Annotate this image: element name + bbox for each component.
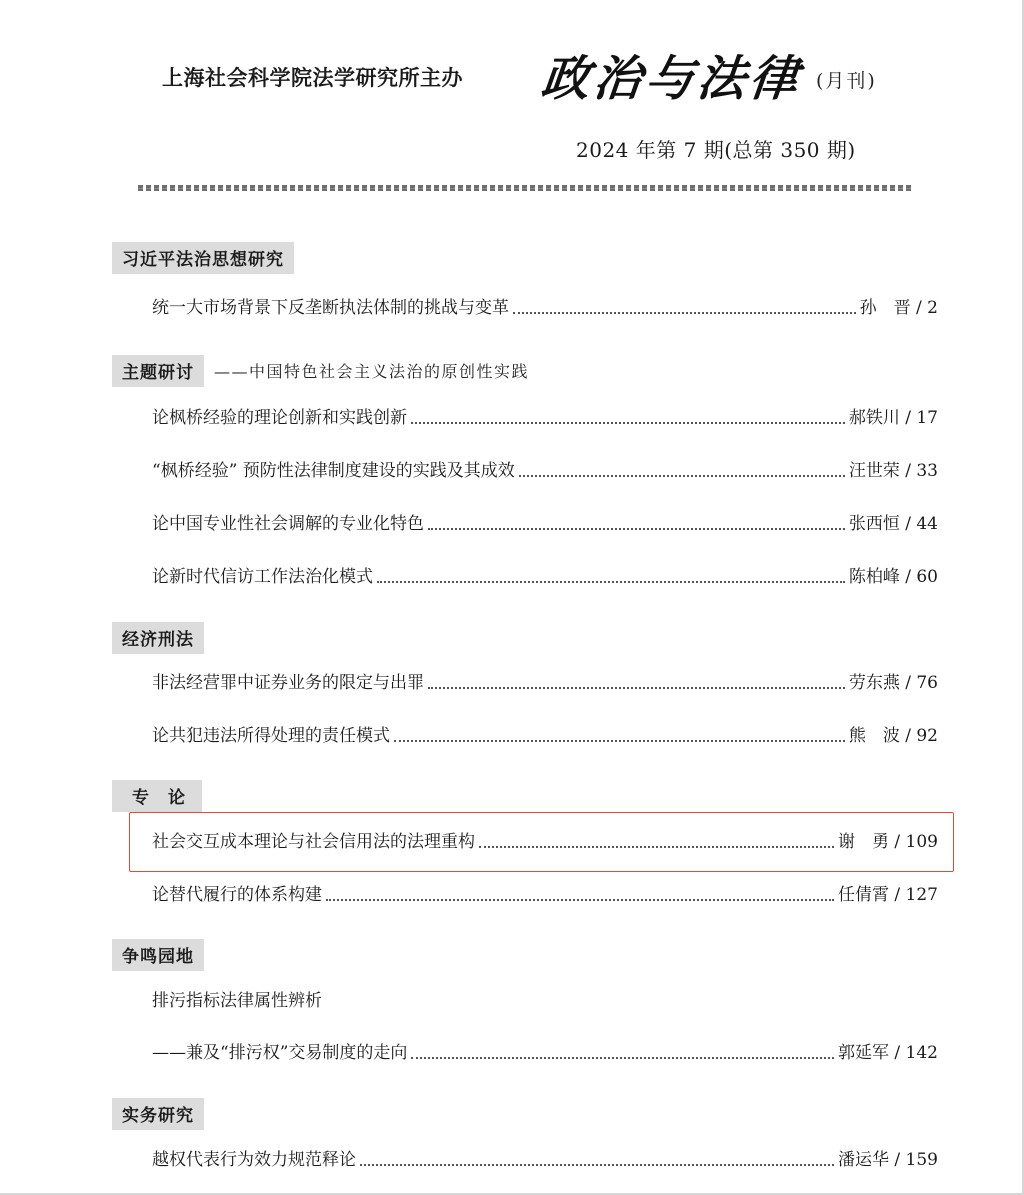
toc-entry[interactable] <box>152 880 938 908</box>
entry-page: / 44 <box>905 514 938 534</box>
dot-leader <box>411 1056 834 1059</box>
section-subtitle: ——中国特色社会主义法治的原创性实践 <box>214 362 530 381</box>
entry-author: 孙 晋 <box>859 298 911 318</box>
entry-author: 汪世荣 <box>848 461 900 481</box>
dot-leader <box>360 1163 834 1166</box>
toc-entry[interactable] <box>152 509 938 537</box>
dot-leader <box>326 898 834 901</box>
entry-page: / 60 <box>905 567 938 587</box>
entry-title: 社会交互成本理论与社会信用法的法理重构 <box>152 832 475 852</box>
toc-entry-highlighted[interactable] <box>152 827 938 855</box>
toc-entry[interactable] <box>152 1038 938 1066</box>
entry-title: 越权代表行为效力规范释论 <box>152 1150 356 1170</box>
entry-page: / 159 <box>894 1150 938 1170</box>
section-tag-xi-jinping-rule-of-law: 习近平法治思想研究 <box>112 242 294 274</box>
header-divider <box>138 185 912 191</box>
entry-author: 任倩霄 <box>838 885 889 905</box>
toc-entry[interactable] <box>152 293 938 321</box>
dot-leader <box>519 474 845 477</box>
entry-subtitle: ——兼及“排污权”交易制度的走向 <box>152 1043 408 1063</box>
toc-entry-title-line[interactable] <box>152 986 938 1014</box>
section-tag-theme-discussion: 主题研讨 <box>112 355 204 387</box>
entry-author: 陈柏峰 <box>848 567 900 587</box>
toc-entry[interactable] <box>152 456 938 484</box>
entry-title: “枫桥经验” 预防性法律制度建设的实践及其成效 <box>152 461 515 481</box>
entry-page: / 2 <box>916 298 938 318</box>
entry-author: 谢 勇 <box>838 832 889 852</box>
entry-page: / 142 <box>894 1043 938 1063</box>
entry-author: 潘运华 <box>838 1150 889 1170</box>
section-tag-debate-forum: 争鸣园地 <box>112 939 204 971</box>
entry-author: 郝铁川 <box>848 408 900 428</box>
entry-title: 论中国专业性社会调解的专业化特色 <box>152 514 424 534</box>
dot-leader <box>377 580 845 583</box>
entry-title: 统一大市场背景下反垄断执法体制的挑战与变革 <box>152 298 509 318</box>
section-tag-special-topics: 专 论 <box>112 780 202 812</box>
entry-author: 张西恒 <box>848 514 900 534</box>
dot-leader <box>513 311 856 314</box>
dot-leader <box>394 739 845 742</box>
section-tag-economic-criminal-law: 经济刑法 <box>112 622 204 654</box>
entry-author: 郭延军 <box>838 1043 889 1063</box>
entry-author: 熊 波 <box>848 726 900 746</box>
entry-page: / 33 <box>905 461 938 481</box>
entry-page: / 127 <box>894 885 938 905</box>
entry-title: 论共犯违法所得处理的责任模式 <box>152 726 390 746</box>
dot-leader <box>411 421 845 424</box>
toc-entry[interactable] <box>152 403 938 431</box>
entry-title: 论替代履行的体系构建 <box>152 885 322 905</box>
entry-page: / 17 <box>905 408 938 428</box>
dot-leader <box>428 527 845 530</box>
entry-page: / 109 <box>894 832 938 852</box>
journal-masthead: 政治与法律 <box>538 51 805 107</box>
toc-entry[interactable] <box>152 1145 938 1173</box>
section-tag-practice-research: 实务研究 <box>112 1098 204 1130</box>
entry-author: 劳东燕 <box>848 673 900 693</box>
issue-number: 2024 年第 7 期(总第 350 期) <box>576 138 856 162</box>
entry-title: 排污指标法律属性辨析 <box>152 991 322 1011</box>
entry-page: / 92 <box>905 726 938 746</box>
dot-leader <box>428 686 845 689</box>
entry-title: 论新时代信访工作法治化模式 <box>152 567 373 587</box>
entry-title: 论枫桥经验的理论创新和实践创新 <box>152 408 407 428</box>
dot-leader <box>479 845 834 848</box>
toc-entry[interactable] <box>152 668 938 696</box>
toc-entry[interactable] <box>152 562 938 590</box>
publisher-line: 上海社会科学院法学研究所主办 <box>162 66 463 90</box>
entry-title: 非法经营罪中证券业务的限定与出罪 <box>152 673 424 693</box>
toc-entry[interactable] <box>152 721 938 749</box>
journal-frequency: (月刊) <box>816 70 877 92</box>
entry-page: / 76 <box>905 673 938 693</box>
